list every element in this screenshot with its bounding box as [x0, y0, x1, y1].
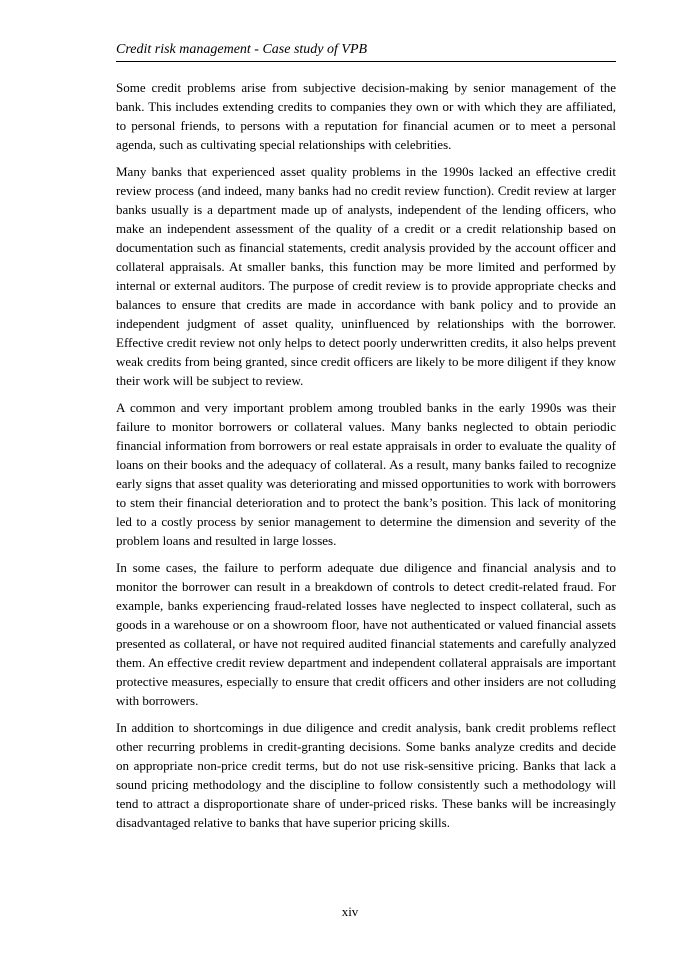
body-text	[116, 78, 616, 840]
running-header: Credit risk management - Case study of VPB	[116, 40, 616, 62]
page-number: xiv	[341, 904, 359, 919]
paragraph-3: A common and very important problem among troubled banks in the early 1990s was their failure to monitor borrowers or collateral values. Many banks neglected to obtain periodic financial information from borrowers or real estate appraisals in order to evaluate the quality of loans on their books and the adequacy of collateral. As a result, many banks failed to recognize early signs that asset quality was deteriorating and missed opportunities to work with borrowers to stem their financial deterioration and to protect the bank’s position. This lack of monitoring led to a costly process by senior management to determine the dimension and severity of the problem loans and resulted in large losses.	[116, 400, 616, 548]
paragraph-4: In some cases, the failure to perform adequate due diligence and financial analysis and to monitor the borrower can result in a breakdown of controls to detect credit-related fraud. For example, banks experiencing fraud-related losses have neglected to inspect collateral, such as goods in a warehouse or on a showroom floor, have not authenticated or valued financial assets presented as collateral, or have not required audited financial statements and carefully analyzed them. An effective credit review department and independent collateral appraisals are important protective measures, especially to ensure that credit officers and other insiders are not colluding with borrowers.	[116, 560, 616, 708]
paragraph-2: Many banks that experienced asset quality problems in the 1990s lacked an effective credit review process (and indeed, many banks had no credit review function). Credit review at larger banks usually is a department made up of analysts, independent of the lending officers, who make an independent assessment of the quality of a credit or a credit relationship based on documentation such as financial statements, credit analysis provided by the account officer and collateral appraisals. At smaller banks, this function may be more limited and performed by internal or external auditors. The purpose of credit review is to provide appropriate checks and balances to ensure that credits are made in accordance with bank policy and to provide an independent judgment of asset quality, uninfluenced by relationships with the borrower. Effective credit review not only helps to detect poorly underwritten credits, it also helps prevent weak credits from being granted, since credit officers are likely to be more diligent if they know their work will be subject to review.	[116, 164, 616, 388]
paragraph-1: Some credit problems arise from subjective decision-making by senior management of the bank. This includes extending credits to companies they own or with which they are affiliated, to personal friends, to persons with a reputation for financial acumen or to meet a personal agenda, such as cultivating special relationships with celebrities.	[116, 80, 616, 152]
paragraph-5: In addition to shortcomings in due diligence and credit analysis, bank credit problems reflect other recurring problems in credit-granting decisions. Some banks analyze credits and decide on appropriate non-price credit terms, but do not use risk-sensitive pricing. Banks that lack a sound pricing methodology and the discipline to follow consistently such a methodology will tend to attract a disproportionate share of under-priced risks. These banks will be increasingly disadvantaged relative to banks that have superior pricing skills.	[116, 720, 616, 830]
